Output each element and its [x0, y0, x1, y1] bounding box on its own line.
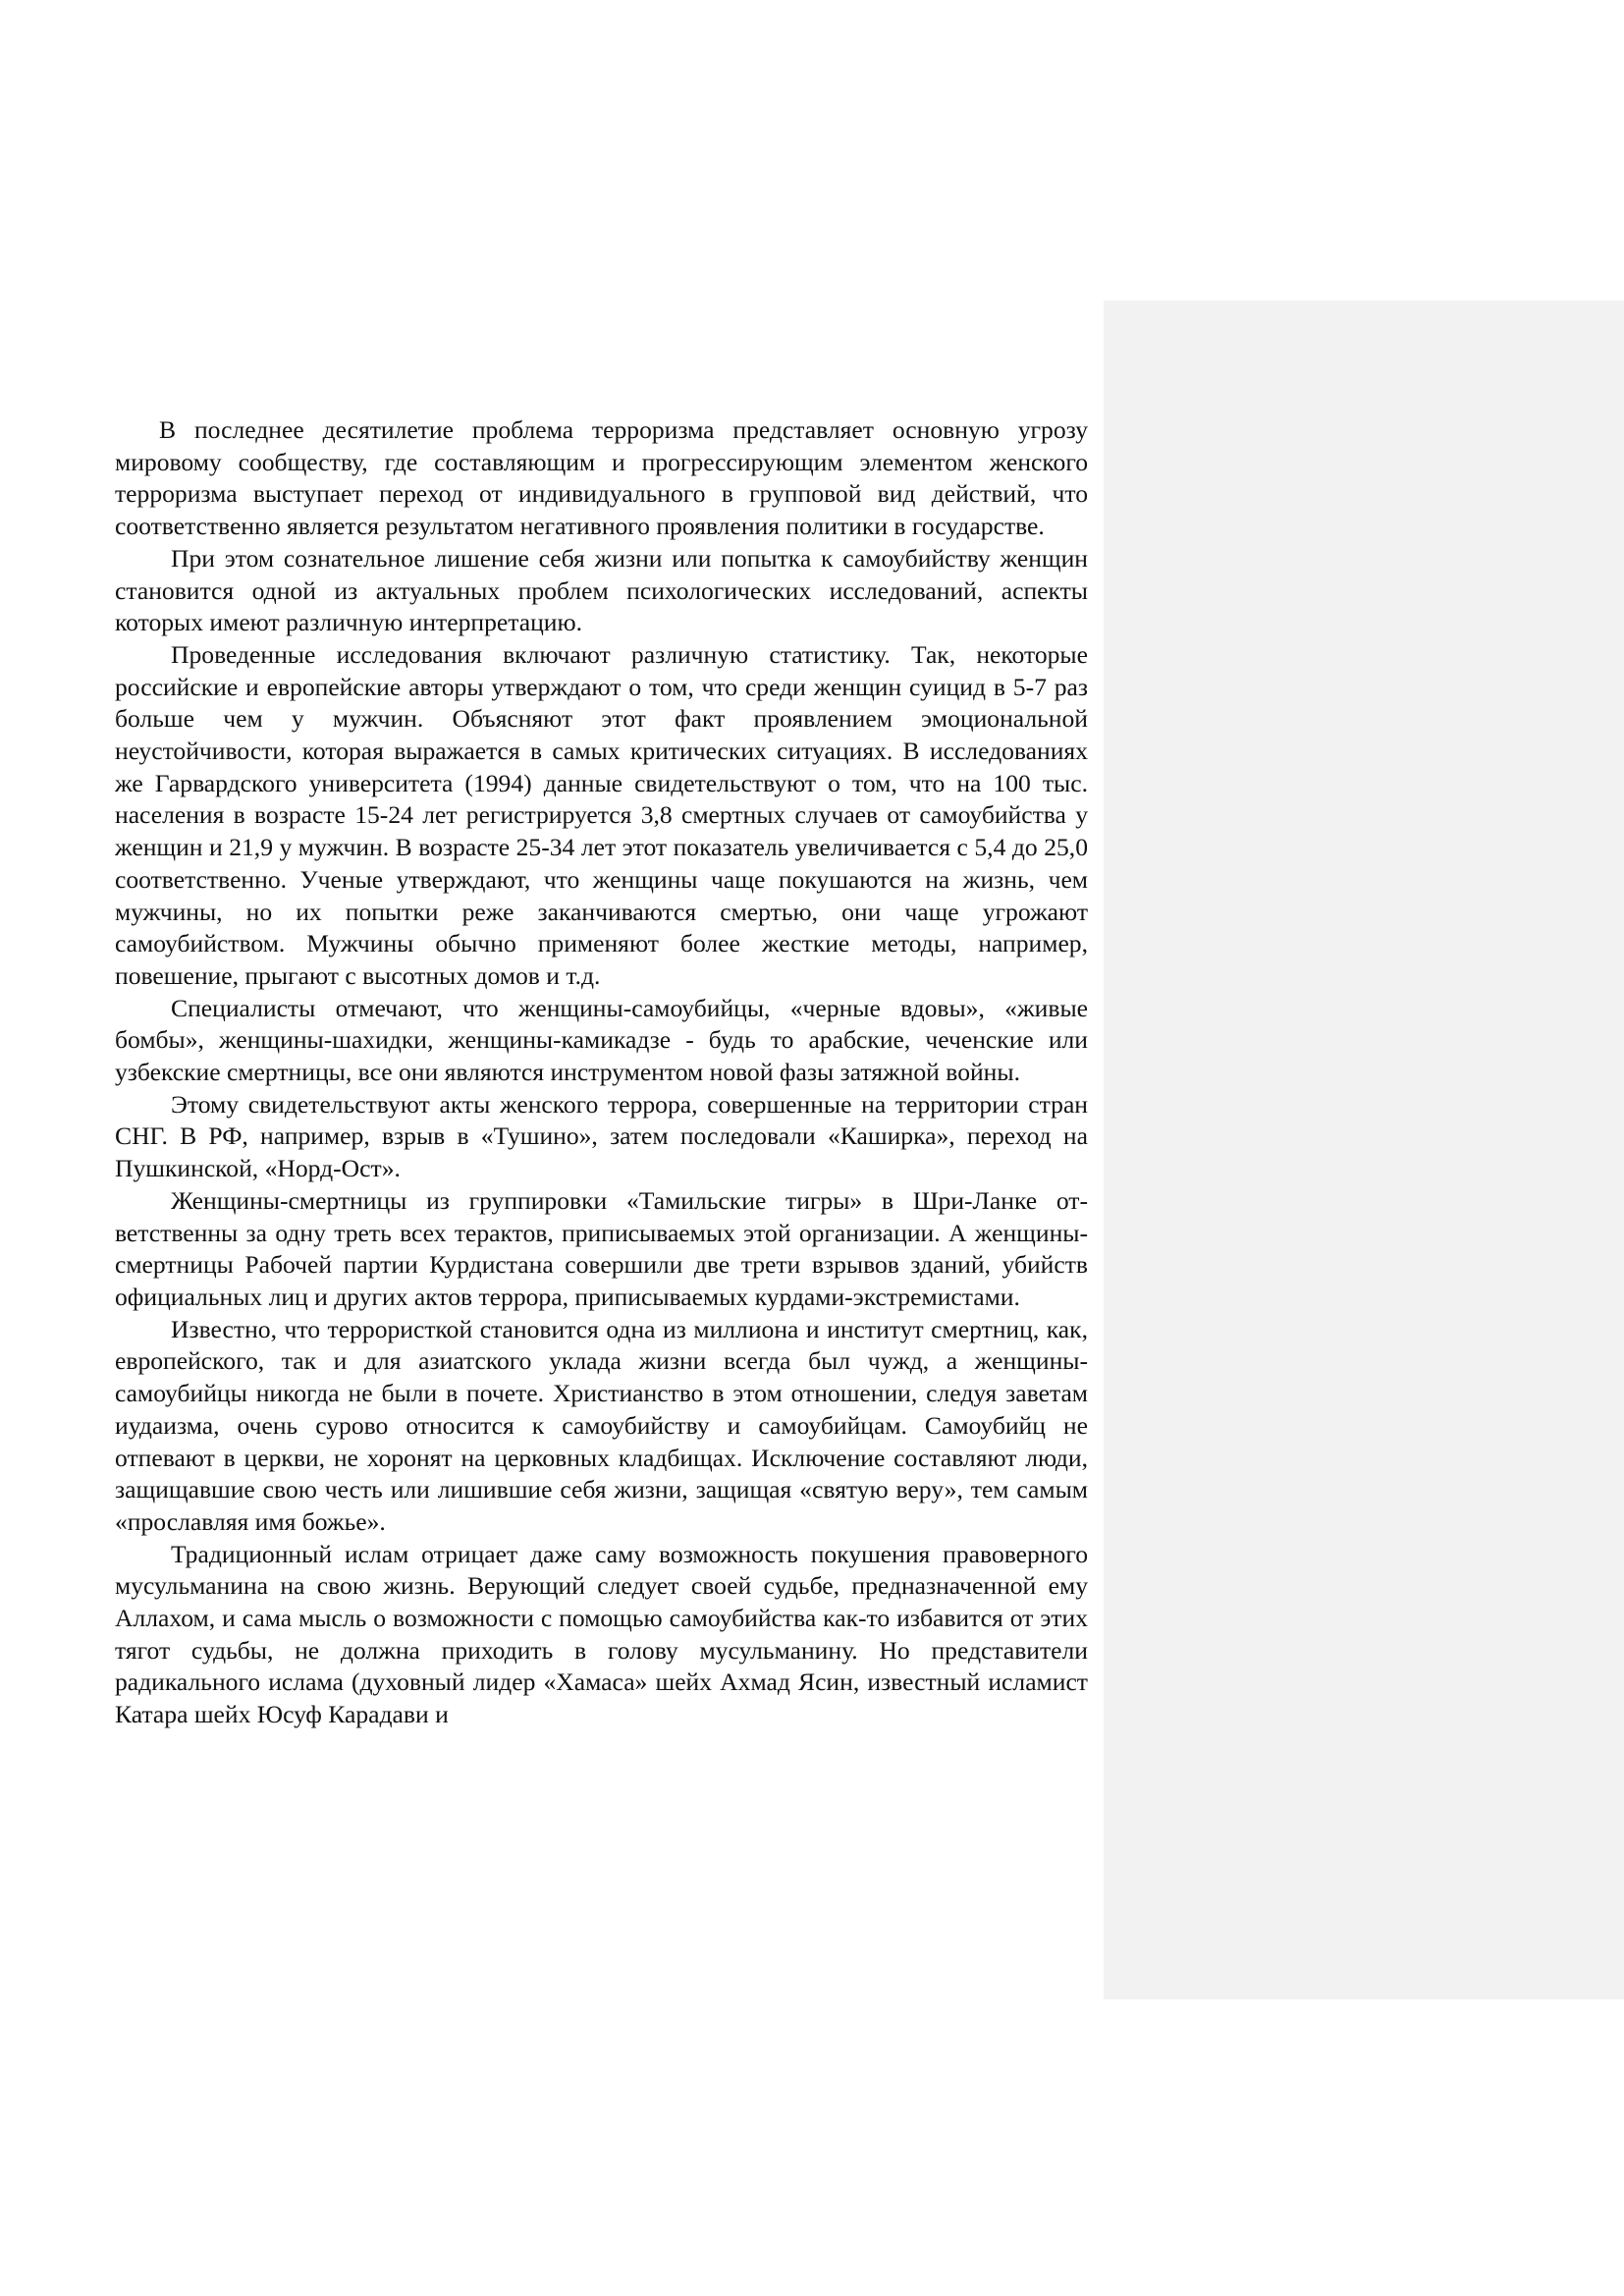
paragraph-7: Известно, что террористкой становится одна из миллиона и институт смертниц, как, европейского, так и для азиатского уклада жизни всегда был чужд, а женщины-самоубийцы никогда не были в почете. Христианство в этом отношении, следуя заветам иудаизма, очень сурово относится к самоубийству и самоубийцам. Самоубийц не отпевают в церкви, не хоронят на церковных кладбищах. Исключение составляют люди, защищавшие свою честь или лишившие себя жизни, защищая «святую веру», тем самым «прославляя имя божье». — [115, 1314, 1088, 1536]
paragraph-2: При этом сознательное лишение себя жизни или попытка к самоубийству женщин становится одной из актуальных проблем психологических исследований, аспекты которых имеют различную интерпретацию. — [115, 543, 1088, 637]
paragraph-8: Традиционный ислам отрицает даже саму возможность покушения правоверного мусульманина на свою жизнь. Верующий следует своей судьбе, предназначенной ему Аллахом, и сама мысль о возможности с помощью самоубийства как-то избавится от этих тягот судьбы, не должна приходить в голову мусульманину. Но представители радикального ислама (духовный лидер «Хамаса» шейх Ахмад Ясин, известный исламист Катара шейх Юсуф Карадави и — [115, 1539, 1088, 1729]
paragraph-3: Проведенные исследования включают различную статистику. Так, некоторые российские и европейские авторы утверждают о том, что среди женщин суицид в 5-7 раз больше чем у мужчин. Объясняют этот факт проявлением эмоциональной неустойчивости, которая выражается в самых критических ситуациях. В исследованиях же Гарвардского университета (1994) данные свидетельствуют о том, что на 100 тыс. населения в возрасте 15-24 лет регистрируется 3,8 смертных случаев от самоубийства у женщин и 21,9 у мужчин. В возрасте 25-34 лет этот показатель увеличивается с 5,4 до 25,0 соответственно. Ученые утверждают, что женщины чаще покушаются на жизнь, чем мужчины, но их попытки реже заканчиваются смертью, они чаще угрожают самоубийством. Мужчины обычно применяют более жесткие методы, например, повешение, прыгают с высотных домов и т.д. — [115, 639, 1088, 990]
paragraph-4: Специалисты отмечают, что женщины-самоубийцы, «черные вдовы», «живые бомбы», женщины-шахидки, женщины-камикадзе - будь то арабские, чеченские или узбекские смертницы, все они являются инструментом новой фазы затяжной войны. — [115, 993, 1088, 1087]
paragraph-6: Женщины-смертницы из группировки «Тамильские тигры» в Шри-Ланке ответственны за одну треть всех терактов, приписываемых этой организации. А женщины-смертницы Рабочей партии Курдистана совершили две трети взрывов зданий, убийств официальных лиц и других актов террора, приписываемых курдами-экстремистами. — [115, 1185, 1088, 1311]
document-body — [115, 414, 1088, 1731]
paragraph-5: Этому свидетельствуют акты женского террора, совершенные на территории стран СНГ. В РФ, например, взрыв в «Тушино», затем последовали «Каширка», переход на Пушкинской, «Норд-Ост». — [115, 1089, 1088, 1183]
comment-margin-pane — [1104, 301, 1624, 1999]
paragraph-1: В последнее десятилетие проблема терроризма представляет основную угрозу мировому сообществу, где составляющим и прогрессирующим элементом женского терроризма выступает переход от индивидуального в групповой вид действий, что соответственно является результатом негативного проявления политики в государстве. — [115, 415, 1088, 541]
